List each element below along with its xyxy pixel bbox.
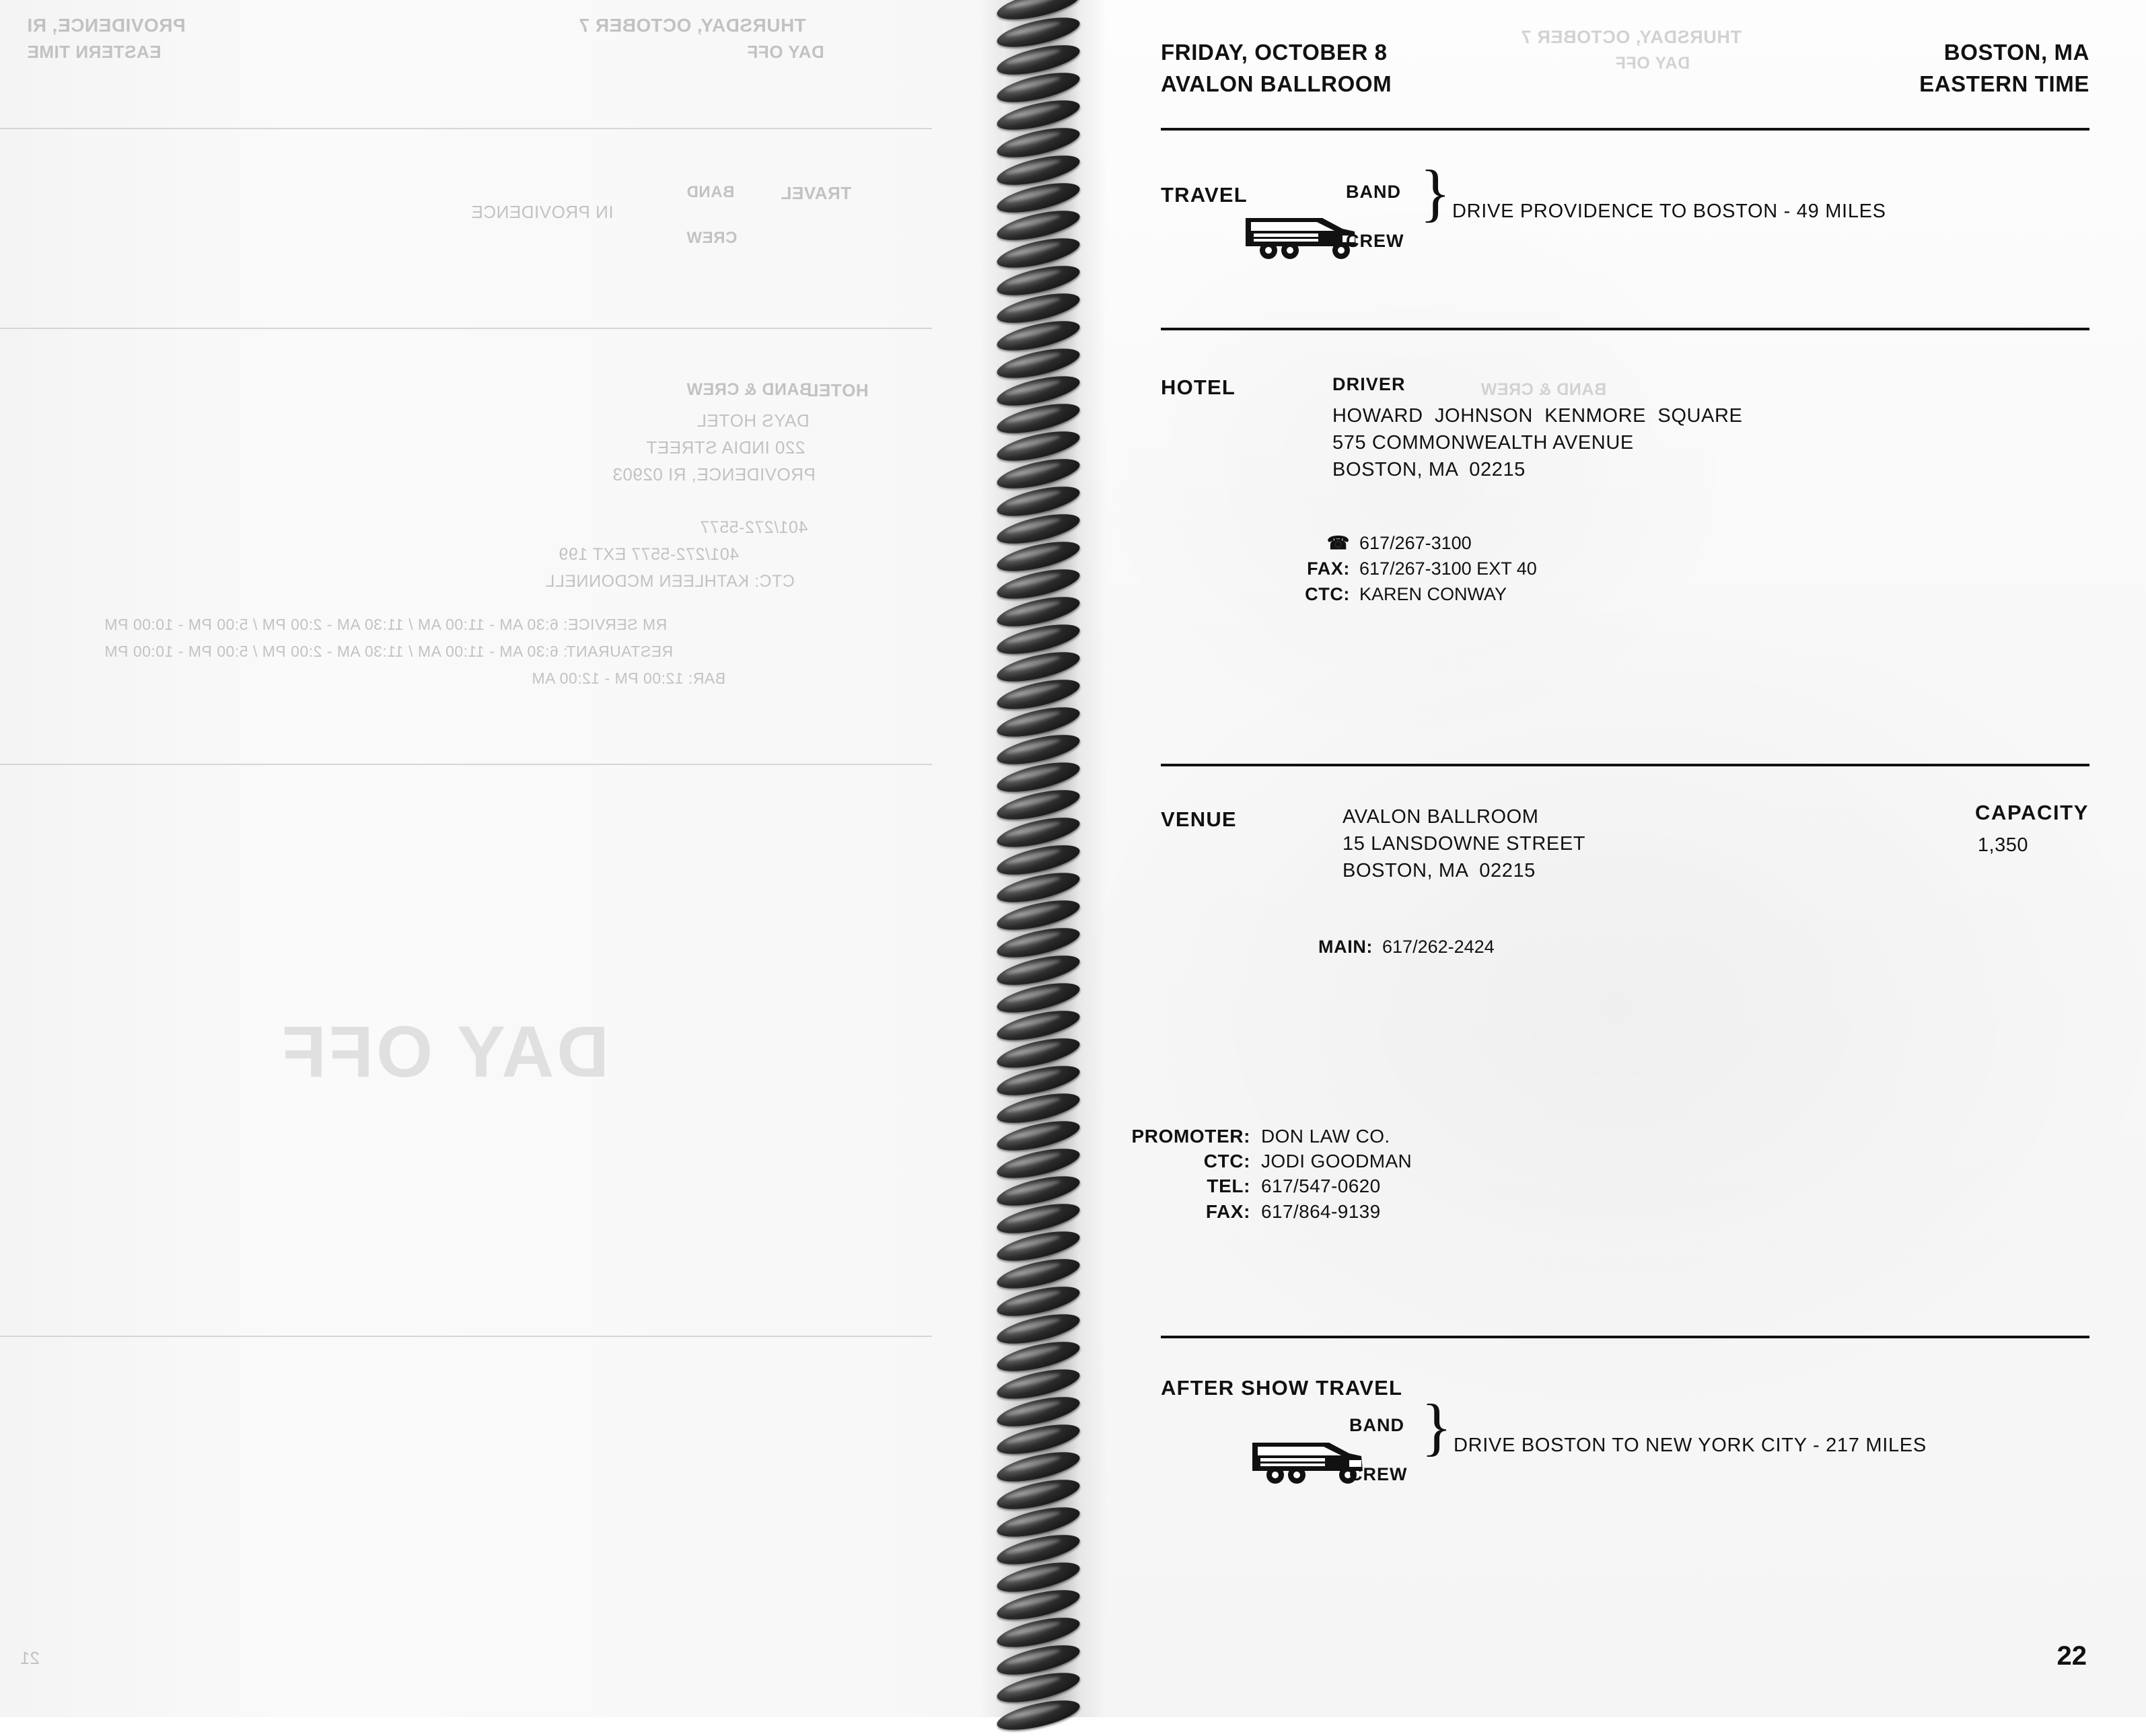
after-show-travel-label: AFTER SHOW TRAVEL: [1161, 1376, 1403, 1400]
promoter-ctc-label: CTC:: [1203, 1151, 1250, 1172]
capacity-label: CAPACITY: [1975, 801, 2089, 824]
ghost-hotel-occupancy: BAND & CREW: [686, 380, 812, 399]
venue-main-row: [1231, 912, 1495, 982]
hotel-fax-label: FAX:: [1307, 558, 1351, 579]
promoter-fax-row: [1104, 1199, 2086, 1224]
tour-bus-icon: [1242, 209, 1359, 266]
divider-2: [1161, 328, 2089, 330]
venue-street: 15 LANSDOWNE STREET: [1343, 833, 1586, 855]
hotel-phone: 617/267-3100: [1359, 533, 1472, 554]
ghost-hotel-name: DAYS HOTEL: [696, 410, 810, 431]
hotel-ctc: KAREN CONWAY: [1359, 584, 1507, 605]
promoter-row: [1104, 1124, 2086, 1149]
venue-name: AVALON BALLROOM: [1343, 806, 1539, 828]
page-header: [1161, 37, 2089, 100]
ghost-hotel-ctc: CTC: KATHLEEN MCDONNELL: [545, 572, 795, 591]
bleed-ghost-c: BAND & CREW: [1480, 380, 1607, 399]
ghost-rule-2: [0, 328, 932, 329]
venue-citystatezip: BOSTON, MA 02215: [1343, 860, 1536, 881]
ghost-hotel-fax: 401/272-5577 EXT 199: [559, 545, 740, 564]
ghost-header-note: DAY OFF: [747, 42, 824, 62]
after-show-band-label: BAND: [1349, 1415, 1404, 1435]
promoter-tel: 617/547-0620: [1261, 1176, 1381, 1197]
ghost-hotel-phone: 401/272-5577: [700, 518, 808, 537]
promoter-tel-label: TEL:: [1207, 1176, 1250, 1197]
ghost-rule-1: [0, 128, 932, 129]
ghost-crew-label: CREW: [686, 229, 738, 247]
facing-page-bleedthrough: [0, 0, 1003, 1717]
hotel-street: 575 COMMONWEALTH AVENUE: [1332, 432, 1634, 454]
after-show-brace: }: [1421, 1391, 1452, 1462]
bleed-ghost-a: THURSDAY, OCTOBER 7: [1521, 27, 1742, 47]
hotel-ctc-row: [1255, 559, 1507, 630]
ghost-bar: BAR: 12:00 PM - 12:00 AM: [532, 670, 726, 687]
bleed-ghost-b: DAY OFF: [1615, 54, 1690, 73]
header-timezone: EASTERN TIME: [1919, 71, 2089, 96]
ghost-header-timezone: EASTERN TIME: [27, 42, 162, 62]
hotel-ctc-label: CTC:: [1305, 584, 1351, 605]
venue-main-phone: 617/262-2424: [1382, 937, 1495, 957]
ghost-restaurant: RESTAURANT: 6:30 AM - 11:00 AM / 11:30 AM - 2:00 PM / 5:00 PM - 10:00 PM: [104, 643, 674, 660]
header-venue-name: AVALON BALLROOM: [1161, 71, 1392, 96]
hotel-name: HOWARD JOHNSON KENMORE SQUARE: [1332, 405, 1743, 427]
hotel-citystatezip: BOSTON, MA 02215: [1332, 459, 1526, 480]
ghost-room-service: RM SERVICE: 6:30 AM - 11:00 AM / 11:30 AM - 2:00 PM / 5:00 PM - 10:00 PM: [104, 616, 668, 633]
hotel-fax: 617/267-3100 EXT 40: [1359, 558, 1537, 579]
ghost-travel-label: TRAVEL: [781, 183, 852, 203]
travel-brace: }: [1420, 157, 1451, 228]
tour-bus-icon: [1248, 1433, 1366, 1490]
ghost-band-label: BAND: [686, 183, 735, 201]
promoter-ctc-row: [1104, 1149, 2086, 1173]
travel-section-label: TRAVEL: [1161, 183, 1248, 207]
promoter-name: DON LAW CO.: [1261, 1126, 1390, 1147]
facing-page-number: 21: [20, 1648, 40, 1668]
after-show-crew-label: CREW: [1349, 1464, 1408, 1484]
after-show-description: DRIVE BOSTON TO NEW YORK CITY - 217 MILES: [1454, 1435, 1927, 1456]
promoter-ctc: JODI GOODMAN: [1261, 1151, 1412, 1172]
header-date: FRIDAY, OCTOBER 8: [1161, 40, 1388, 65]
header-right: [1919, 37, 2089, 100]
promoter-fax: 617/864-9139: [1261, 1200, 1381, 1222]
ghost-rule-4: [0, 1336, 932, 1337]
ghost-header-city: PROVIDENCE, RI: [27, 15, 186, 36]
header-left: [1161, 37, 1392, 100]
travel-description: DRIVE PROVIDENCE TO BOSTON - 49 MILES: [1452, 201, 1886, 222]
travel-crew-label: CREW: [1346, 231, 1404, 251]
hotel-occupancy-label: DRIVER: [1332, 374, 1406, 394]
ghost-header-date: THURSDAY, OCTOBER 7: [579, 15, 806, 36]
promoter-tel-row: [1104, 1173, 2086, 1198]
venue-section-label: VENUE: [1161, 807, 1237, 831]
header-city: BOSTON, MA: [1943, 40, 2089, 65]
ghost-hotel-label: HOTEL: [808, 380, 869, 400]
hotel-section-label: HOTEL: [1161, 375, 1236, 399]
telephone-icon: ☎: [1326, 533, 1351, 554]
promoter-block: [1104, 1124, 2086, 1224]
page-number: 22: [2056, 1641, 2087, 1671]
ghost-hotel-city: PROVIDENCE, RI 02903: [612, 464, 816, 484]
travel-band-label: BAND: [1346, 182, 1401, 202]
promoter-label: PROMOTER:: [1131, 1126, 1250, 1147]
divider-4: [1161, 1336, 2089, 1338]
itinerary-page: [1104, 0, 2146, 1717]
ghost-hotel-street: 220 INDIA STREET: [646, 437, 806, 458]
ghost-travel-text: IN PROVIDENCE: [471, 202, 614, 222]
promoter-fax-label: FAX:: [1205, 1200, 1250, 1222]
spiral-coil: [996, 0, 1082, 1717]
capacity-value: 1,350: [1977, 834, 2028, 856]
ghost-rule-3: [0, 764, 932, 765]
divider-1: [1161, 128, 2089, 131]
venue-main-label: MAIN:: [1318, 937, 1373, 957]
divider-3: [1161, 764, 2089, 766]
ghost-day-off-watermark: DAY OFF: [279, 1011, 610, 1092]
